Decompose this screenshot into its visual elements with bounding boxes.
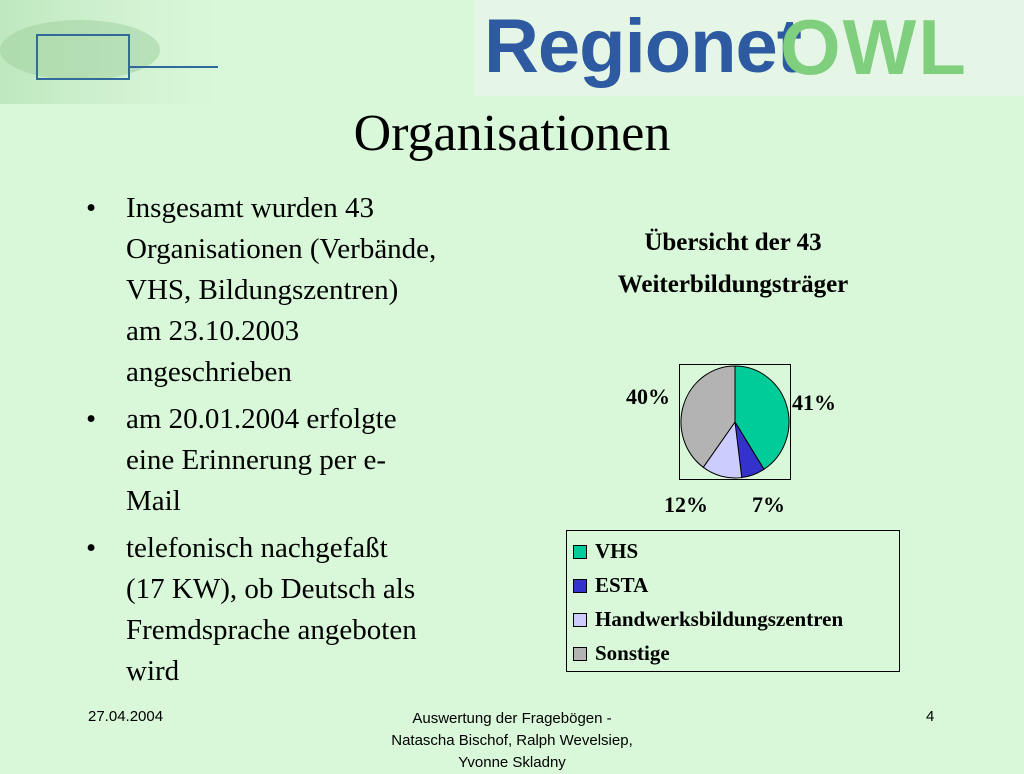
logo-left-graphic — [0, 0, 218, 104]
legend-swatch — [573, 579, 587, 593]
bullet-line: (17 KW), ob Deutsch als — [126, 573, 416, 605]
chart-title-line: Übersicht der 43 — [644, 229, 822, 256]
bullet-dot: • — [86, 532, 97, 564]
legend-label: VHS — [595, 539, 639, 563]
bullet-item — [86, 188, 506, 393]
bullet-line: am 23.10.2003 — [126, 315, 300, 347]
bullet-line: Mail — [126, 485, 181, 517]
bullet-dot: • — [86, 403, 97, 435]
bullet-line: Organisationen (Verbände, — [126, 233, 437, 265]
bullet-dot: • — [86, 192, 97, 224]
legend-swatch — [573, 647, 587, 661]
logo-text-owl: OWL — [780, 3, 968, 91]
chart-title — [560, 222, 906, 306]
footer-line: Natascha Bischof, Ralph Wevelsiep, — [391, 732, 633, 749]
legend-label: Handwerksbildungszentren — [595, 607, 844, 631]
pie-chart — [680, 365, 790, 479]
legend-item-esta — [573, 573, 648, 598]
logo-text-regionet: Regionet — [484, 4, 802, 89]
bullet-item — [86, 528, 506, 692]
bullet-line: eine Erinnerung per e- — [126, 444, 387, 476]
bullet-line: angeschrieben — [126, 356, 292, 388]
pie-label-sonstige: 40% — [626, 384, 670, 409]
bullet-line: Insgesamt wurden 43 — [126, 192, 375, 224]
bullet-line: am 20.01.2004 erfolgte — [126, 403, 397, 435]
logo-box-shape — [36, 34, 130, 80]
bullet-item — [86, 399, 506, 522]
legend-swatch — [573, 545, 587, 559]
legend-item-handwerk — [573, 607, 843, 632]
footer-line: Yvonne Skladny — [458, 754, 566, 771]
footer-page-number: 4 — [926, 708, 935, 725]
pie-label-vhs: 41% — [792, 390, 836, 415]
bullet-line: Fremdsprache angeboten — [126, 614, 417, 646]
legend-label: ESTA — [595, 573, 649, 597]
pie-label-handwerk: 12% — [664, 492, 708, 517]
bullet-line: telefonisch nachgefaßt — [126, 532, 388, 564]
bullet-line: VHS, Bildungszentren) — [126, 274, 399, 306]
legend-item-sonstige — [573, 641, 670, 666]
pie-plot-area — [679, 364, 791, 480]
legend-swatch — [573, 613, 587, 627]
footer-date: 27.04.2004 — [88, 708, 164, 725]
legend-item-vhs — [573, 539, 638, 564]
legend-label: Sonstige — [595, 641, 670, 665]
chart-title-line: Weiterbildungsträger — [617, 271, 849, 298]
bullet-line: wird — [126, 655, 180, 687]
bullet-list — [86, 188, 506, 698]
slide-title: Organisationen — [353, 105, 671, 162]
footer-center — [330, 708, 694, 774]
pie-label-esta: 7% — [752, 492, 785, 517]
logo-line-shape — [130, 66, 218, 68]
chart-legend — [566, 530, 900, 672]
footer-line: Auswertung der Fragebögen - — [412, 710, 612, 727]
